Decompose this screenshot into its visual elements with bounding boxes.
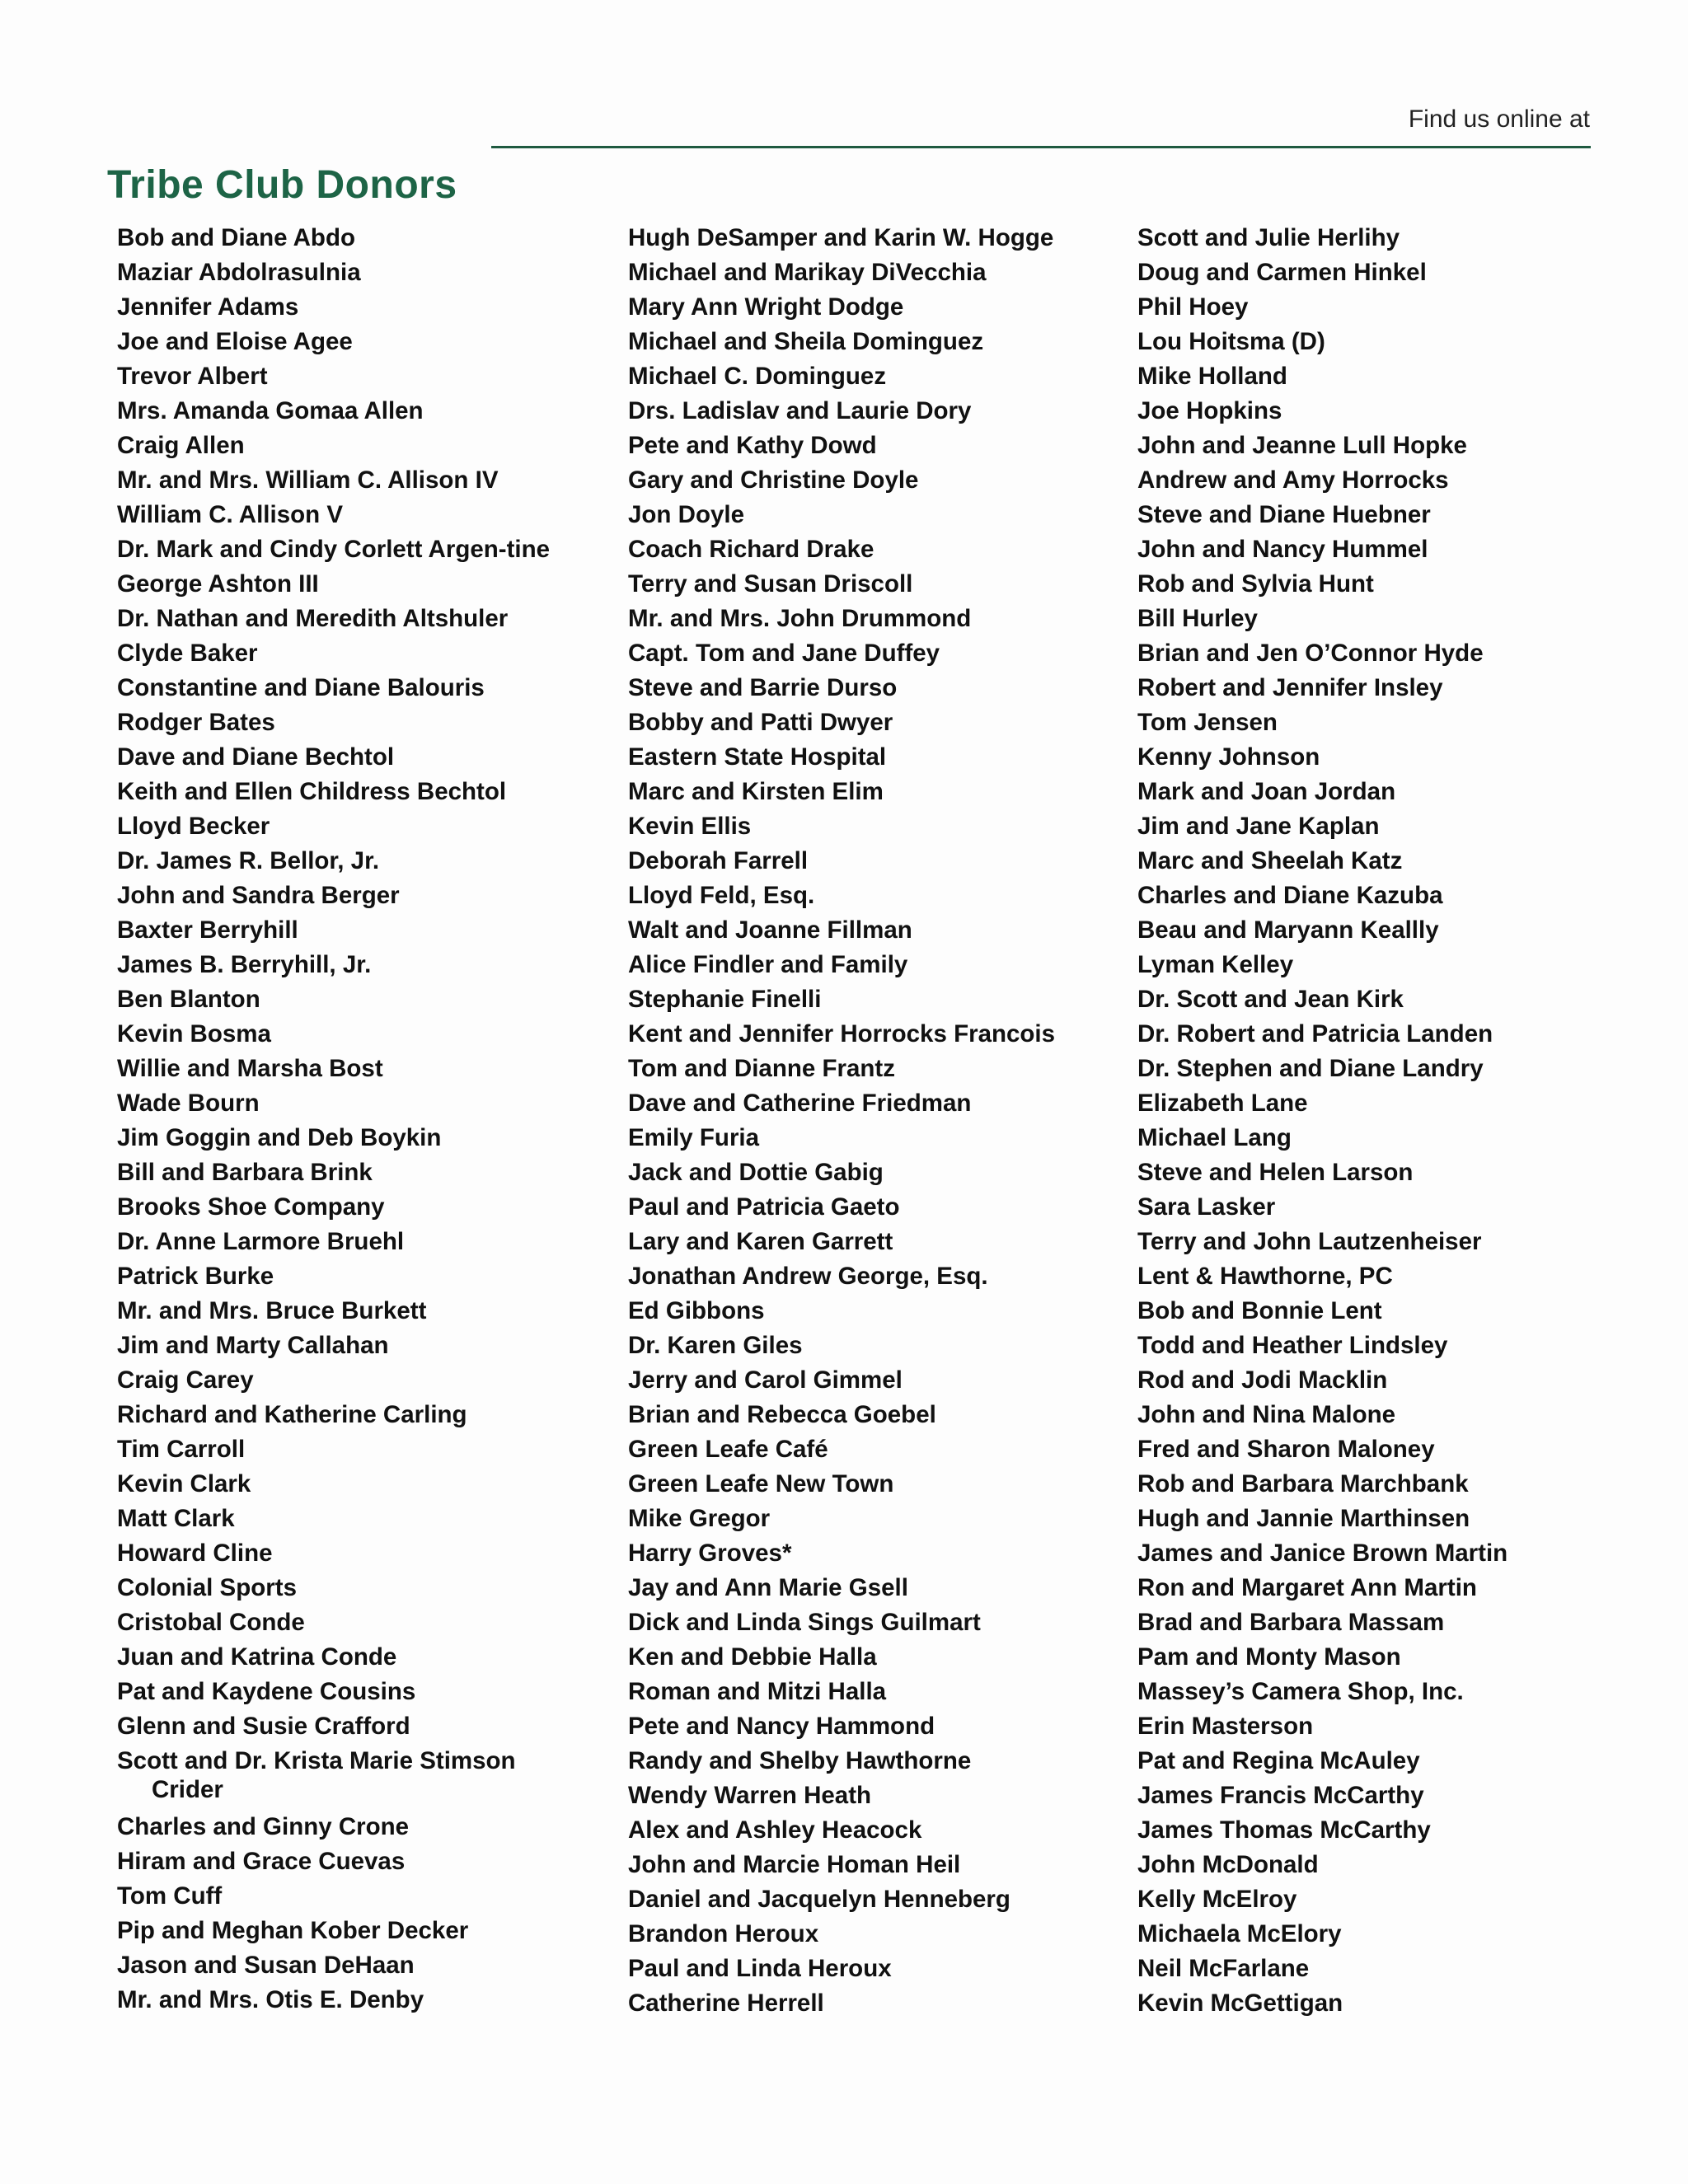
donor-name: Mark and Joan Jordan <box>1137 778 1396 805</box>
donor-name: Jennifer Adams <box>117 293 299 321</box>
donor-name: John and Nina Malone <box>1137 1401 1396 1428</box>
donor-name: Todd and Heather Lindsley <box>1137 1332 1448 1359</box>
donor-name: Mrs. Amanda Gomaa Allen <box>117 397 424 424</box>
donor-name: Scott and Julie Herlihy <box>1137 224 1400 251</box>
donor-name: Kelly McElroy <box>1137 1886 1297 1913</box>
donor-name: Dr. Mark and Cindy Corlett Argen-tine <box>117 536 551 563</box>
donor-column-2 <box>628 221 1106 2021</box>
donor-name: Ed Gibbons <box>628 1297 765 1324</box>
donor-name: Alex and Ashley Heacock <box>628 1816 922 1844</box>
donor-name: Michaela McElory <box>1137 1920 1342 1947</box>
page-title: Tribe Club Donors <box>107 163 457 207</box>
donor-name: Matt Clark <box>117 1505 235 1532</box>
donor-name: Andrew and Amy Horrocks <box>1137 466 1449 494</box>
donor-name: Catherine Herrell <box>628 1990 824 2017</box>
donor-name: Craig Carey <box>117 1366 254 1394</box>
donor-name: Tom and Dianne Frantz <box>628 1055 895 1082</box>
donor-name: Ben Blanton <box>117 986 260 1013</box>
donor-name: Patrick Burke <box>117 1263 274 1290</box>
donor-name: Richard and Katherine Carling <box>117 1401 467 1428</box>
donor-name: Gary and Christine Doyle <box>628 466 919 494</box>
donor-name: Paul and Patricia Gaeto <box>628 1193 900 1221</box>
donor-name: Scott and Dr. Krista Marie Stimson Crider <box>117 1747 516 1803</box>
donor-name: Wade Bourn <box>117 1090 260 1117</box>
donor-name: Bill and Barbara Brink <box>117 1159 373 1186</box>
donor-name: Mike Holland <box>1137 363 1287 390</box>
donor-name: Marc and Sheelah Katz <box>1137 847 1403 874</box>
donor-name: Brad and Barbara Massam <box>1137 1609 1445 1636</box>
donor-name: Charles and Ginny Crone <box>117 1813 410 1840</box>
donor-name: Clyde Baker <box>117 640 258 667</box>
donor-name: Dick and Linda Sings Guilmart <box>628 1609 981 1636</box>
donor-name: Drs. Ladislav and Laurie Dory <box>628 397 972 424</box>
donor-name: Harry Groves* <box>628 1540 792 1567</box>
donor-name: Maziar Abdolrasulnia <box>117 259 361 286</box>
donor-name: Stephanie Finelli <box>628 986 822 1013</box>
donor-name: Brooks Shoe Company <box>117 1193 385 1221</box>
donor-name: Steve and Diane Huebner <box>1137 501 1431 528</box>
donor-name: Joe and Eloise Agee <box>117 328 353 355</box>
donor-name: Phil Hoey <box>1137 293 1249 321</box>
donor-name: Rodger Bates <box>117 709 275 736</box>
donor-name: Kent and Jennifer Horrocks Francois <box>628 1020 1056 1047</box>
donor-name: Bobby and Patti Dwyer <box>628 709 893 736</box>
donor-name: Howard Cline <box>117 1540 273 1567</box>
donor-name: John and Jeanne Lull Hopke <box>1137 432 1467 459</box>
donor-name: Sara Lasker <box>1137 1193 1276 1221</box>
donor-name: James Thomas McCarthy <box>1137 1816 1431 1844</box>
donor-name: Daniel and Jacquelyn Henneberg <box>628 1886 1010 1913</box>
donor-name: Brandon Heroux <box>628 1920 819 1947</box>
donor-name: Lyman Kelley <box>1137 951 1294 978</box>
donor-name: Jim and Marty Callahan <box>117 1332 389 1359</box>
donor-name: Lary and Karen Garrett <box>628 1228 893 1255</box>
donor-name: Green Leafe Café <box>628 1436 828 1463</box>
donor-name: John and Sandra Berger <box>117 882 400 909</box>
donor-name: William C. Allison V <box>117 501 344 528</box>
donor-name: Colonial Sports <box>117 1574 297 1601</box>
donor-name: Elizabeth Lane <box>1137 1090 1308 1117</box>
donor-name: Terry and Susan Driscoll <box>628 570 913 598</box>
donor-name: Craig Allen <box>117 432 245 459</box>
donor-name: Michael and Marikay DiVecchia <box>628 259 987 286</box>
donor-name: Cristobal Conde <box>117 1609 305 1636</box>
donor-name: John McDonald <box>1137 1851 1319 1878</box>
donor-name: Mr. and Mrs. Otis E. Denby <box>117 1986 424 2013</box>
donor-name: Paul and Linda Heroux <box>628 1955 892 1982</box>
donor-name: Mary Ann Wright Dodge <box>628 293 904 321</box>
donor-name: Bob and Diane Abdo <box>117 224 355 251</box>
donor-column-1 <box>117 221 579 2018</box>
donor-name: Mr. and Mrs. Bruce Burkett <box>117 1297 427 1324</box>
donor-name: James and Janice Brown Martin <box>1137 1540 1508 1567</box>
donor-name: Lloyd Becker <box>117 813 270 840</box>
donor-name: Lou Hoitsma (D) <box>1137 328 1325 355</box>
donor-name: Jason and Susan DeHaan <box>117 1952 415 1979</box>
donor-name: Doug and Carmen Hinkel <box>1137 259 1427 286</box>
donor-name: Jay and Ann Marie Gsell <box>628 1574 908 1601</box>
donor-name: Pam and Monty Mason <box>1137 1643 1401 1671</box>
donor-name: Jim and Jane Kaplan <box>1137 813 1380 840</box>
donor-name: Pat and Regina McAuley <box>1137 1747 1420 1774</box>
donor-name: Ken and Debbie Halla <box>628 1643 877 1671</box>
donor-name: Hugh DeSamper and Karin W. Hogge <box>628 224 1054 251</box>
donor-name: Trevor Albert <box>117 363 268 390</box>
donor-name: James Francis McCarthy <box>1137 1782 1424 1809</box>
donor-name: Keith and Ellen Childress Bechtol <box>117 778 507 805</box>
donor-name: Kevin Clark <box>117 1470 251 1497</box>
donor-name: Jonathan Andrew George, Esq. <box>628 1263 988 1290</box>
donor-name: Tom Jensen <box>1137 709 1278 736</box>
donor-name: Dr. Anne Larmore Bruehl <box>117 1228 405 1255</box>
donor-name: Roman and Mitzi Halla <box>628 1678 887 1705</box>
donor-name: Kenny Johnson <box>1137 743 1320 771</box>
donor-name: Kevin Bosma <box>117 1020 271 1047</box>
donor-name: Jim Goggin and Deb Boykin <box>117 1124 442 1151</box>
donor-name: Deborah Farrell <box>628 847 809 874</box>
donor-name: Steve and Helen Larson <box>1137 1159 1414 1186</box>
donor-name: Pete and Nancy Hammond <box>628 1713 935 1740</box>
donor-name: Hugh and Jannie Marthinsen <box>1137 1505 1470 1532</box>
donor-name: James B. Berryhill, Jr. <box>117 951 372 978</box>
header-note: Find us online at <box>1408 105 1590 133</box>
donor-name: Capt. Tom and Jane Duffey <box>628 640 940 667</box>
donor-name: Eastern State Hospital <box>628 743 887 771</box>
donor-name: Terry and John Lautzenheiser <box>1137 1228 1482 1255</box>
donor-name: Dr. Robert and Patricia Landen <box>1137 1020 1493 1047</box>
donor-name: Dave and Catherine Friedman <box>628 1090 972 1117</box>
donor-name: Charles and Diane Kazuba <box>1137 882 1443 909</box>
donor-name: Rob and Barbara Marchbank <box>1137 1470 1469 1497</box>
donor-name: Alice Findler and Family <box>628 951 908 978</box>
donor-name: Emily Furia <box>628 1124 760 1151</box>
donor-name: Erin Masterson <box>1137 1713 1314 1740</box>
donor-name: Tim Carroll <box>117 1436 246 1463</box>
donor-name: Michael C. Dominguez <box>628 363 887 390</box>
donor-name: Mr. and Mrs. John Drummond <box>628 605 972 632</box>
donor-name: Kevin Ellis <box>628 813 752 840</box>
donor-name: Pat and Kaydene Cousins <box>117 1678 416 1705</box>
donor-name: Michael and Sheila Dominguez <box>628 328 984 355</box>
donor-name: Rob and Sylvia Hunt <box>1137 570 1374 598</box>
donor-name: John and Nancy Hummel <box>1137 536 1428 563</box>
donor-name: Joe Hopkins <box>1137 397 1282 424</box>
donor-name: Marc and Kirsten Elim <box>628 778 884 805</box>
donor-name: Dr. James R. Bellor, Jr. <box>117 847 380 874</box>
donor-column-3 <box>1137 221 1632 2021</box>
donor-name: Rod and Jodi Macklin <box>1137 1366 1388 1394</box>
donor-name: Dr. Stephen and Diane Landry <box>1137 1055 1484 1082</box>
donor-name: Ron and Margaret Ann Martin <box>1137 1574 1477 1601</box>
donor-name: Willie and Marsha Bost <box>117 1055 383 1082</box>
donor-name: Baxter Berryhill <box>117 916 298 944</box>
donor-name: Tom Cuff <box>117 1882 223 1910</box>
donor-name: Pip and Meghan Kober Decker <box>117 1917 469 1944</box>
donor-name: Fred and Sharon Maloney <box>1137 1436 1435 1463</box>
donor-name: Kevin McGettigan <box>1137 1990 1343 2017</box>
donor-name: Brian and Rebecca Goebel <box>628 1401 936 1428</box>
donor-name: Steve and Barrie Durso <box>628 674 898 701</box>
donor-name: Walt and Joanne Fillman <box>628 916 912 944</box>
donor-name: Dr. Karen Giles <box>628 1332 803 1359</box>
donor-name: George Ashton III <box>117 570 319 598</box>
donor-name: Juan and Katrina Conde <box>117 1643 397 1671</box>
donor-name: Pete and Kathy Dowd <box>628 432 877 459</box>
donor-name: Wendy Warren Heath <box>628 1782 872 1809</box>
donor-name: Dr. Scott and Jean Kirk <box>1137 986 1404 1013</box>
donor-name: Bill Hurley <box>1137 605 1258 632</box>
donor-name: Brian and Jen O’Connor Hyde <box>1137 640 1484 667</box>
donor-name: Lent & Hawthorne, PC <box>1137 1263 1393 1290</box>
donor-name: Beau and Maryann Keallly <box>1137 916 1439 944</box>
donor-name: Dr. Nathan and Meredith Altshuler <box>117 605 509 632</box>
donor-name: Jerry and Carol Gimmel <box>628 1366 903 1394</box>
donor-name: John and Marcie Homan Heil <box>628 1851 961 1878</box>
donor-name: Jon Doyle <box>628 501 744 528</box>
header-divider <box>491 146 1591 148</box>
donor-name: Robert and Jennifer Insley <box>1137 674 1443 701</box>
donor-name: Hiram and Grace Cuevas <box>117 1848 406 1875</box>
donor-name: Green Leafe New Town <box>628 1470 894 1497</box>
donor-name: Mr. and Mrs. William C. Allison IV <box>117 466 499 494</box>
donor-name: Lloyd Feld, Esq. <box>628 882 815 909</box>
donor-name: Randy and Shelby Hawthorne <box>628 1747 972 1774</box>
donor-name: Neil McFarlane <box>1137 1955 1310 1982</box>
donor-name: Michael Lang <box>1137 1124 1292 1151</box>
donor-name: Constantine and Diane Balouris <box>117 674 485 701</box>
donor-name: Glenn and Susie Crafford <box>117 1713 410 1740</box>
donor-name: Bob and Bonnie Lent <box>1137 1297 1382 1324</box>
donor-name: Dave and Diane Bechtol <box>117 743 395 771</box>
donor-name: Massey’s Camera Shop, Inc. <box>1137 1678 1464 1705</box>
donor-name: Jack and Dottie Gabig <box>628 1159 884 1186</box>
donor-name: Mike Gregor <box>628 1505 771 1532</box>
donor-name: Coach Richard Drake <box>628 536 874 563</box>
